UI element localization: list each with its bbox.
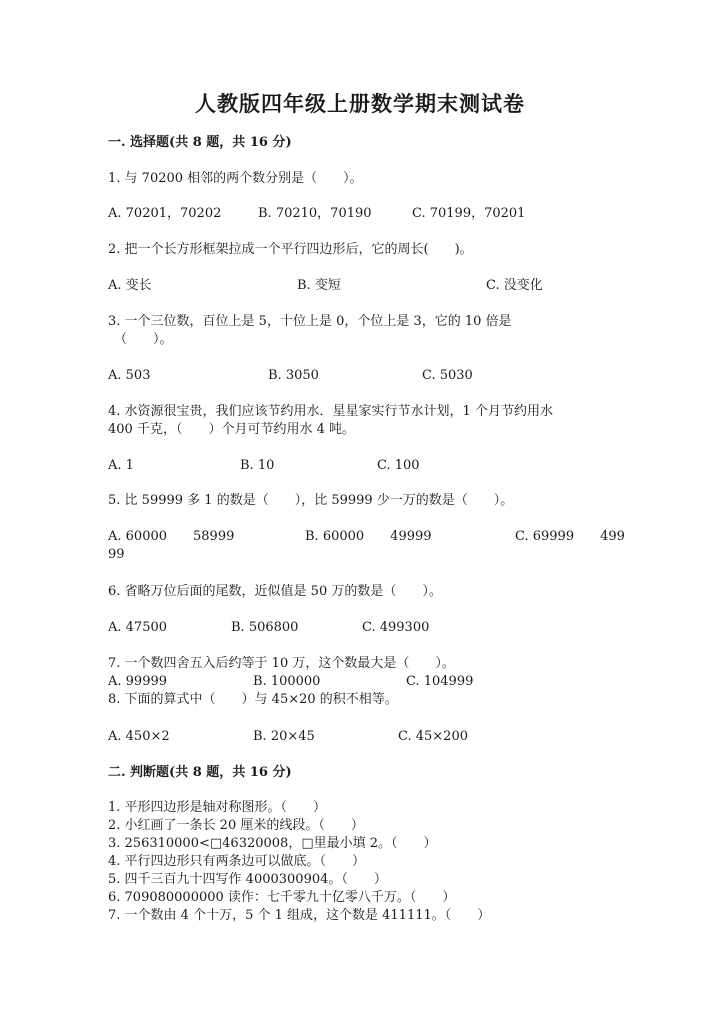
option-b: B. 10 [240,458,275,473]
option-c: C. 499300 [362,620,430,635]
question-stem: 4. 水资源很宝贵，我们应该节约用水．星星家实行节水计划，1 个月节约用水 [108,404,553,419]
judgment-item: 6. 709080000000 读作：七千零九十亿零八千万。（ ） [108,890,456,905]
option-b: B. 3050 [268,368,319,383]
option-c: C. 100 [377,458,420,473]
section-heading-judgment: 二. 判断题(共 8 题，共 16 分) [108,765,292,780]
question-stem-continued: 400 千克，（ ）个月可节约用水 4 吨。 [108,422,355,437]
question-stem: 6. 省略万位后面的尾数，近似值是 50 万的数是（ ）。 [108,584,442,599]
option-c: C. 70199，70201 [412,206,526,221]
option-a: A. 503 [108,368,151,383]
option-c: C. 45×200 [398,729,468,744]
option-b: B. 60000 49999 [305,529,432,544]
question-stem: 7. 一个数四舍五入后约等于 10 万，这个数最大是（ ）。 [108,656,455,671]
option-a: A. 1 [108,458,134,473]
option-wrap: 99 [108,547,125,562]
question-stem: 2. 把一个长方形框架拉成一个平行四边形后，它的周长( )。 [108,242,473,257]
option-a: A. 变长 [108,278,152,293]
option-b: B. 70210，70190 [258,206,372,221]
option-b: B. 100000 [253,674,321,689]
judgment-item: 2. 小红画了一条长 20 厘米的线段。（ ） [108,818,364,833]
option-b: B. 506800 [231,620,299,635]
judgment-item: 4. 平行四边形只有两条边可以做底。（ ） [108,854,366,869]
option-b: B. 20×45 [253,729,315,744]
judgment-item: 3. 256310000<□46320008，□里最小填 2。（ ） [108,836,437,851]
option-a: A. 60000 58999 [108,529,235,544]
option-a: A. 450×2 [108,729,170,744]
option-c: C. 104999 [406,674,474,689]
page-title: 人教版四年级上册数学期末测试卷 [195,91,525,116]
judgment-item: 1. 平形四边形是轴对称图形。（ ） [108,800,327,815]
option-c: C. 69999 499 [515,529,625,544]
judgment-item: 7. 一个数由 4 个十万，5 个 1 组成，这个数是 411111。（ ） [108,908,491,923]
question-stem: 1. 与 70200 相邻的两个数分别是（ ）。 [108,171,363,186]
option-b: B. 变短 [297,278,341,293]
option-c: C. 5030 [422,368,473,383]
question-stem: 3. 一个三位数，百位上是 5，十位上是 0，个位上是 3，它的 10 倍是 [108,314,512,329]
section-heading-choice: 一. 选择题(共 8 题，共 16 分) [108,135,292,150]
judgment-item: 5. 四千三百九十四写作 4000300904。（ ） [108,872,387,887]
option-c: C. 没变化 [486,278,543,293]
option-a: A. 47500 [108,620,168,635]
question-stem: 8. 下面的算式中（ ）与 45×20 的积不相等。 [108,692,398,707]
question-stem: 5. 比 59999 多 1 的数是（ ），比 59999 少一万的数是（ ）。 [108,493,514,508]
option-a: A. 99999 [108,674,168,689]
option-a: A. 70201，70202 [108,206,222,221]
question-stem-continued: （ ）。 [114,332,173,347]
